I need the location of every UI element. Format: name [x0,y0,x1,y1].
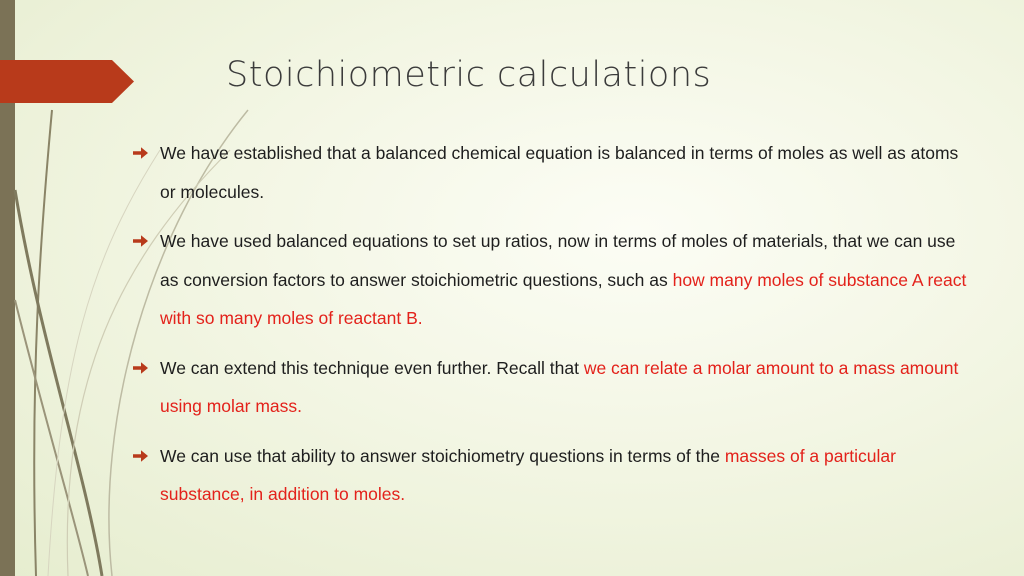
bullet-item [132,349,972,426]
bullet-text [160,231,966,328]
body-text: We have established that a balanced chemical equation is balanced in terms of moles as well as atoms or molecules. [160,143,959,202]
highlighted-text: how many moles of substance A react with so many moles of reactant B. [160,269,967,328]
arrow-right-icon [132,448,149,464]
bullet-text [160,143,958,202]
body-text: We have used balanced equations to set up ratios, now in terms of moles of materials, that we can use as conversion factors to answer stoichiometric questions, such as [160,231,956,290]
bullet-item [132,134,972,211]
bullet-text [160,446,896,505]
bullet-item [132,222,972,338]
body-text: We can use that ability to answer stoichiometry questions in terms of the [160,445,725,466]
arrow-right-icon [132,360,149,376]
arrow-right-icon [132,145,149,161]
body-text: We can extend this technique even further. Recall that [160,357,584,378]
highlighted-text: we can relate a molar amount to a mass amount using molar mass. [160,357,959,416]
bullet-item [132,437,972,514]
arrow-right-icon [132,233,149,249]
slide-title: Stoichiometric calculations [226,55,712,95]
bullet-list [132,134,972,525]
bullet-text [160,358,958,417]
highlighted-text: masses of a particular substance, in addition to moles. [160,445,896,504]
title-arrow-icon [0,60,134,103]
